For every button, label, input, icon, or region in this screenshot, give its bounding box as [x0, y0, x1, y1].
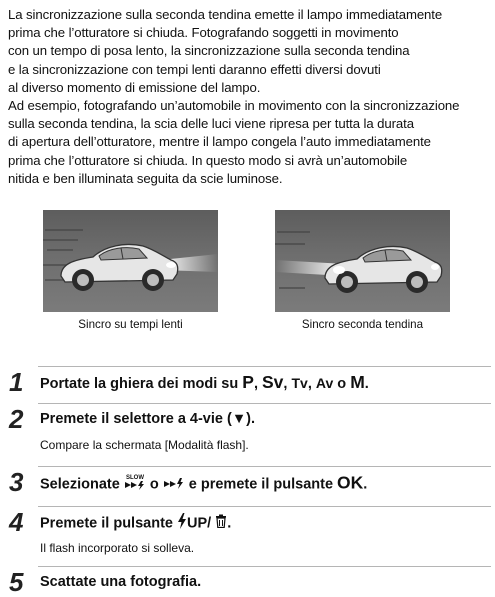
up-label: UP	[187, 515, 208, 532]
trailing-curtain-flash-icon	[163, 473, 185, 496]
car-trailing-sync-illustration	[275, 210, 450, 312]
trash-icon	[215, 514, 227, 533]
intro-paragraph-1	[8, 6, 492, 97]
step-description: Il flash incorporato si solleva.	[40, 541, 195, 555]
mode-m: M	[350, 372, 365, 392]
flash-bolt-icon	[177, 513, 187, 534]
step-title: Scattate una fotografia.	[40, 574, 202, 590]
step-divider	[38, 466, 491, 467]
car-slow-sync-illustration	[43, 210, 218, 312]
step-number: 5	[9, 567, 24, 597]
step-divider	[38, 366, 491, 367]
figure-caption-slow-sync: Sincro su tempi lenti	[78, 318, 183, 331]
intro-text	[8, 6, 492, 188]
step-title: Premete il selettore a 4-vie (▼).	[40, 411, 256, 427]
mode-sv: Sv	[262, 372, 284, 392]
intro-line: prima che l’otturatore si chiuda. Fotografando soggetti in movimento	[8, 25, 399, 41]
step-number: 2	[9, 404, 24, 434]
ok-button-label: OK	[337, 472, 364, 493]
step-number: 4	[9, 507, 24, 537]
step-number: 3	[9, 467, 24, 497]
intro-line: prima che l’otturatore si chiuda. In questo modo si avrà un’automobile	[8, 152, 408, 168]
intro-line: e la sincronizzazione con tempi lenti daranno effetti diversi dovuti	[8, 61, 381, 77]
figure-caption-trailing-sync: Sincro seconda tendina	[301, 318, 424, 331]
step-number: 1	[9, 367, 24, 397]
svg-text:SLOW: SLOW	[125, 475, 144, 481]
slow-sync-flash-icon	[124, 473, 146, 496]
mode-av: Av	[315, 375, 334, 391]
intro-line: La sincronizzazione sulla seconda tendina emette il lampo immediatamente	[8, 7, 443, 22]
step-divider	[38, 403, 491, 404]
mode-tv: Tv	[291, 375, 308, 391]
intro-line: al diverso momento di emissione del lampo.	[8, 79, 261, 95]
mode-p: P	[242, 372, 254, 392]
intro-line: Ad esempio, fotografando un’automobile in movimento con la sincronizzazione	[8, 98, 460, 114]
step-divider	[38, 566, 491, 567]
intro-line: con un tempo di posa lento, la sincronizzazione sulla seconda tendina	[8, 43, 410, 59]
intro-line: nitida e ben illuminata seguita da scie luminose.	[8, 170, 283, 186]
step-divider	[38, 506, 491, 507]
step-title: Premete il pulsante UP/ .	[40, 513, 231, 534]
intro-line: sulla seconda tendina, la scia delle luci viene ripresa per tutta la durata	[8, 116, 414, 132]
step-description: Compare la schermata [Modalità flash].	[40, 438, 249, 452]
step-title: Selezionate SLOW o e premete il pulsante OK.	[40, 473, 367, 496]
intro-paragraph-2	[8, 97, 492, 188]
intro-line: di apertura dell’otturatore, mentre il lampo congela l’auto immediatamente	[8, 134, 431, 150]
step-title: Portate la ghiera dei modi su P, Sv, Tv, Av o M.	[40, 372, 369, 392]
